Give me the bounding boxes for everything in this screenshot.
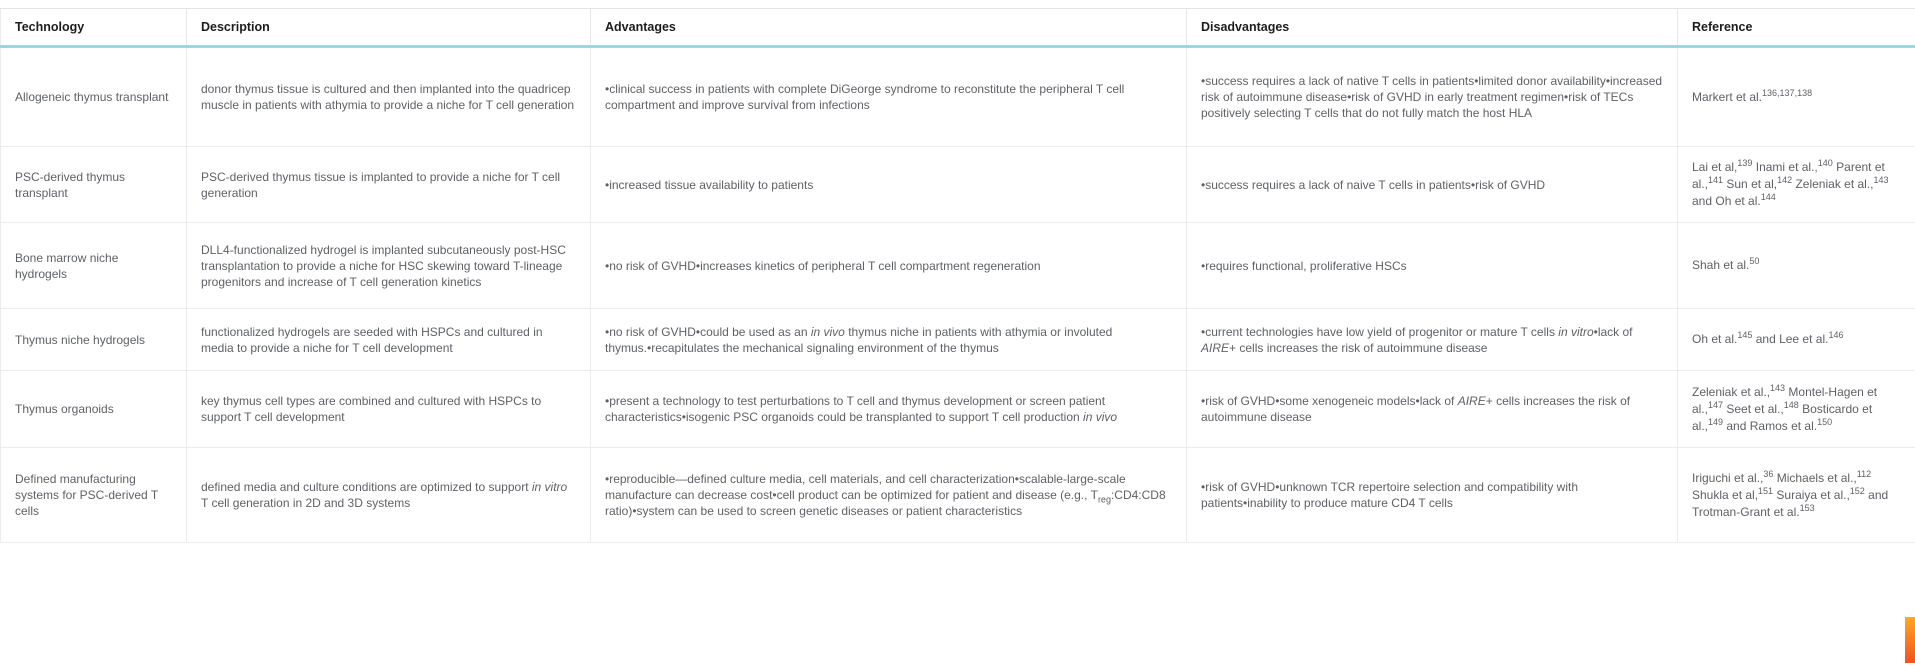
technology-comparison-table [0, 8, 1915, 543]
description-cell: key thymus cell types are combined and cultured with HSPCs to support T cell development [187, 371, 591, 448]
description-cell: PSC-derived thymus tissue is implanted to provide a niche for T cell generation [187, 147, 591, 223]
scroll-indicator[interactable] [1905, 617, 1915, 663]
advantages-cell: •increased tissue availability to patients [591, 147, 1187, 223]
reference-cell: Shah et al.$^{50}$ [1678, 223, 1915, 309]
table-row [1, 371, 1915, 448]
table-row [1, 147, 1915, 223]
table-row [1, 223, 1915, 309]
disadvantages-cell: •risk of GVHD•unknown TCR repertoire selection and compatibility with patients•inability to produce mature CD4 T cells [1187, 448, 1678, 543]
advantages-cell: •present a technology to test perturbations to T cell and thymus development or screen patient characteristics•isogenic PSC organoids could be transplanted to support T cell production in vivo [591, 371, 1187, 448]
table-header-row [1, 9, 1915, 47]
description-cell: DLL4-functionalized hydrogel is implanted subcutaneously post-HSC transplantation to provide a niche for HSC skewing toward T-lineage progenitors and increase of T cell generation kinetics [187, 223, 591, 309]
column-header-technology: Technology [1, 9, 187, 47]
technology-cell: Thymus organoids [1, 371, 187, 448]
disadvantages-cell: •risk of GVHD•some xenogeneic models•lack of AIRE+ cells increases the risk of autoimmune disease [1187, 371, 1678, 448]
reference-cell: Markert et al.$^{136,137,138}$ [1678, 47, 1915, 147]
reference-cell: Lai et al,$^{139}$ Inami et al.,$^{140}$ Parent et al.,$^{141}$ Sun et al,$^{142}$ Zeleniak et al.,$^{143}$ and Oh et al.$^{144}$ [1678, 147, 1915, 223]
advantages-cell: •clinical success in patients with complete DiGeorge syndrome to reconstitute the peripheral T cell compartment and improve survival from infections [591, 47, 1187, 147]
column-header-advantages: Advantages [591, 9, 1187, 47]
technology-cell: Bone marrow niche hydrogels [1, 223, 187, 309]
advantages-cell: •no risk of GVHD•increases kinetics of peripheral T cell compartment regeneration [591, 223, 1187, 309]
table-row [1, 309, 1915, 371]
table-body [1, 47, 1915, 543]
description-cell: donor thymus tissue is cultured and then implanted into the quadricep muscle in patients with athymia to provide a niche for T cell generation [187, 47, 591, 147]
table-row [1, 448, 1915, 543]
disadvantages-cell: •success requires a lack of native T cells in patients•limited donor availability•increased risk of autoimmune disease•risk of GVHD in early treatment regimen•risk of TECs positively selecting T cells that do not fully match the host HLA [1187, 47, 1678, 147]
reference-cell: Iriguchi et al.,$^{36}$ Michaels et al.,$^{112}$ Shukla et al,$^{151}$ Suraiya et al.,$^{152}$ and Trotman-Grant et al.$^{153}$ [1678, 448, 1915, 543]
disadvantages-cell: •success requires a lack of naive T cells in patients•risk of GVHD [1187, 147, 1678, 223]
advantages-cell: •reproducible—defined culture media, cell materials, and cell characterization•scalable-large-scale manufacture can decrease cost•cell product can be optimized for patient and disease (e.g., $T_{reg}:CD4:CD8$ ratio)•system can be used to screen genetic diseases or patient characteristics [591, 448, 1187, 543]
table-row [1, 47, 1915, 147]
description-cell: defined media and culture conditions are optimized to support in vitro T cell generation in 2D and 3D systems [187, 448, 591, 543]
column-header-description: Description [187, 9, 591, 47]
technology-cell: Defined manufacturing systems for PSC-derived T cells [1, 448, 187, 543]
column-header-reference: Reference [1678, 9, 1915, 47]
technology-cell: PSC-derived thymus transplant [1, 147, 187, 223]
disadvantages-cell: •current technologies have low yield of progenitor or mature T cells in vitro•lack of AIRE+ cells increases the risk of autoimmune disease [1187, 309, 1678, 371]
technology-cell: Allogeneic thymus transplant [1, 47, 187, 147]
column-header-disadvantages: Disadvantages [1187, 9, 1678, 47]
description-cell: functionalized hydrogels are seeded with HSPCs and cultured in media to provide a niche for T cell development [187, 309, 591, 371]
disadvantages-cell: •requires functional, proliferative HSCs [1187, 223, 1678, 309]
reference-cell: Zeleniak et al.,$^{143}$ Montel-Hagen et al.,$^{147}$ Seet et al.,$^{148}$ Bosticardo et al.,$^{149}$ and Ramos et al.$^{150}$ [1678, 371, 1915, 448]
advantages-cell: •no risk of GVHD•could be used as an in vivo thymus niche in patients with athymia or involuted thymus.•recapitulates the mechanical signaling environment of the thymus [591, 309, 1187, 371]
technology-cell: Thymus niche hydrogels [1, 309, 187, 371]
reference-cell: Oh et al.$^{145}$ and Lee et al.$^{146}$ [1678, 309, 1915, 371]
scrollbar-track[interactable] [1905, 0, 1915, 665]
